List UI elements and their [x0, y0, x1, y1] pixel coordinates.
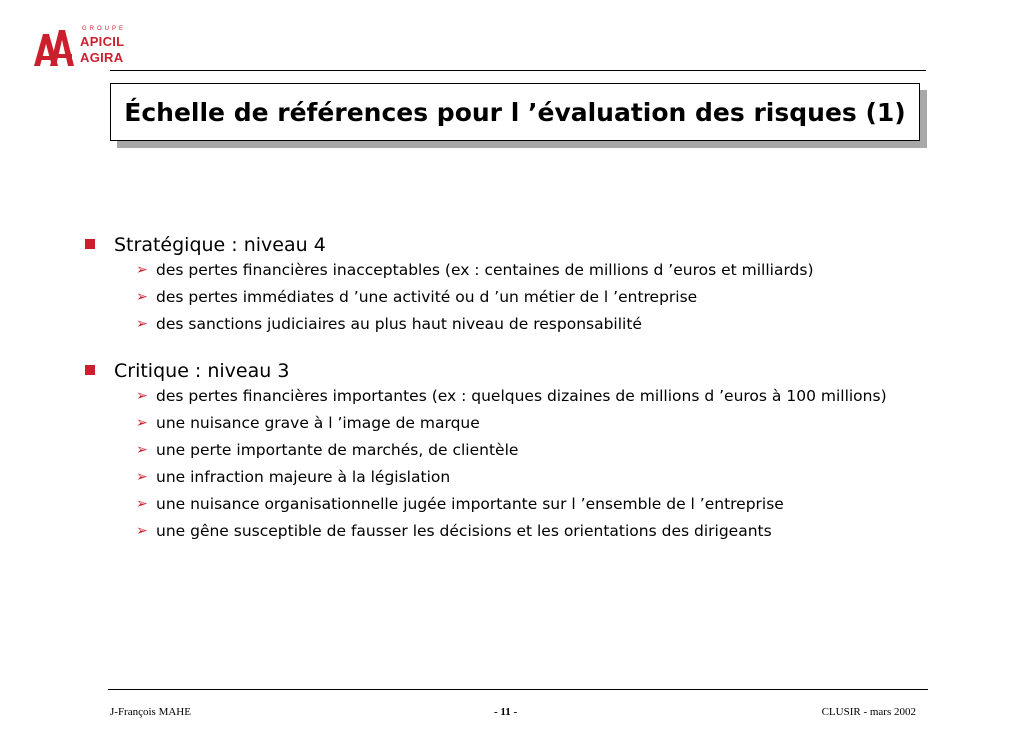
list-item: [80, 440, 930, 460]
arrow-bullet-icon: ➢: [136, 262, 148, 278]
list-item: [80, 494, 930, 514]
list-item-text: une nuisance grave à l ’image de marque: [156, 414, 480, 432]
arrow-bullet-icon: ➢: [136, 523, 148, 539]
arrow-bullet-icon: ➢: [136, 289, 148, 305]
logo-apicil-text: APICIL: [80, 34, 125, 49]
section-heading: [80, 230, 930, 260]
arrow-bullet-icon: ➢: [136, 469, 148, 485]
company-logo: [34, 26, 144, 70]
bottom-divider: [108, 689, 928, 690]
arrow-bullet-icon: ➢: [136, 316, 148, 332]
list-item: [80, 260, 930, 280]
arrow-bullet-icon: ➢: [136, 388, 148, 404]
list-item-text: une nuisance organisationnelle jugée importante sur l ’ensemble de l ’entreprise: [156, 495, 784, 513]
section-heading-text: Critique : niveau 3: [114, 360, 290, 382]
list-item: [80, 314, 930, 334]
sub-list: [80, 260, 930, 334]
section-critique: [80, 356, 930, 541]
arrow-bullet-icon: ➢: [136, 442, 148, 458]
apicil-agira-logo-icon: [34, 28, 78, 68]
top-divider: [110, 70, 926, 71]
square-bullet-icon: [85, 239, 95, 249]
footer-event: CLUSIR - mars 2002: [821, 706, 916, 718]
footer-page-number: - 11 -: [494, 706, 518, 718]
section-strategique: [80, 230, 930, 334]
section-heading-text: Stratégique : niveau 4: [114, 234, 326, 256]
list-item: [80, 413, 930, 433]
slide-title: Échelle de références pour l ’évaluation des risques (1): [124, 97, 906, 127]
sub-list: [80, 386, 930, 541]
slide-content: [80, 230, 930, 563]
list-item: [80, 287, 930, 307]
arrow-bullet-icon: ➢: [136, 496, 148, 512]
section-heading: [80, 356, 930, 386]
footer-author: J-François MAHE: [110, 706, 191, 718]
list-item-text: une perte importante de marchés, de clientèle: [156, 441, 519, 459]
list-item: [80, 467, 930, 487]
list-item-text: des sanctions judiciaires au plus haut niveau de responsabilité: [156, 315, 642, 333]
list-item-text: une gêne susceptible de fausser les décisions et les orientations des dirigeants: [156, 522, 772, 540]
list-item-text: des pertes immédiates d ’une activité ou d ’un métier de l ’entreprise: [156, 288, 698, 306]
list-item-text: des pertes financières importantes (ex : quelques dizaines de millions d ’euros à 100 millions): [156, 387, 887, 405]
arrow-bullet-icon: ➢: [136, 415, 148, 431]
logo-agira-text: AGIRA: [80, 50, 124, 65]
list-item-text: des pertes financières inacceptables (ex : centaines de millions d ’euros et milliards): [156, 261, 814, 279]
square-bullet-icon: [85, 365, 95, 375]
list-item: [80, 521, 930, 541]
list-item-text: une infraction majeure à la législation: [156, 468, 451, 486]
title-box: [110, 83, 920, 141]
list-item: [80, 386, 930, 406]
logo-groupe-text: GROUPE: [82, 26, 127, 32]
